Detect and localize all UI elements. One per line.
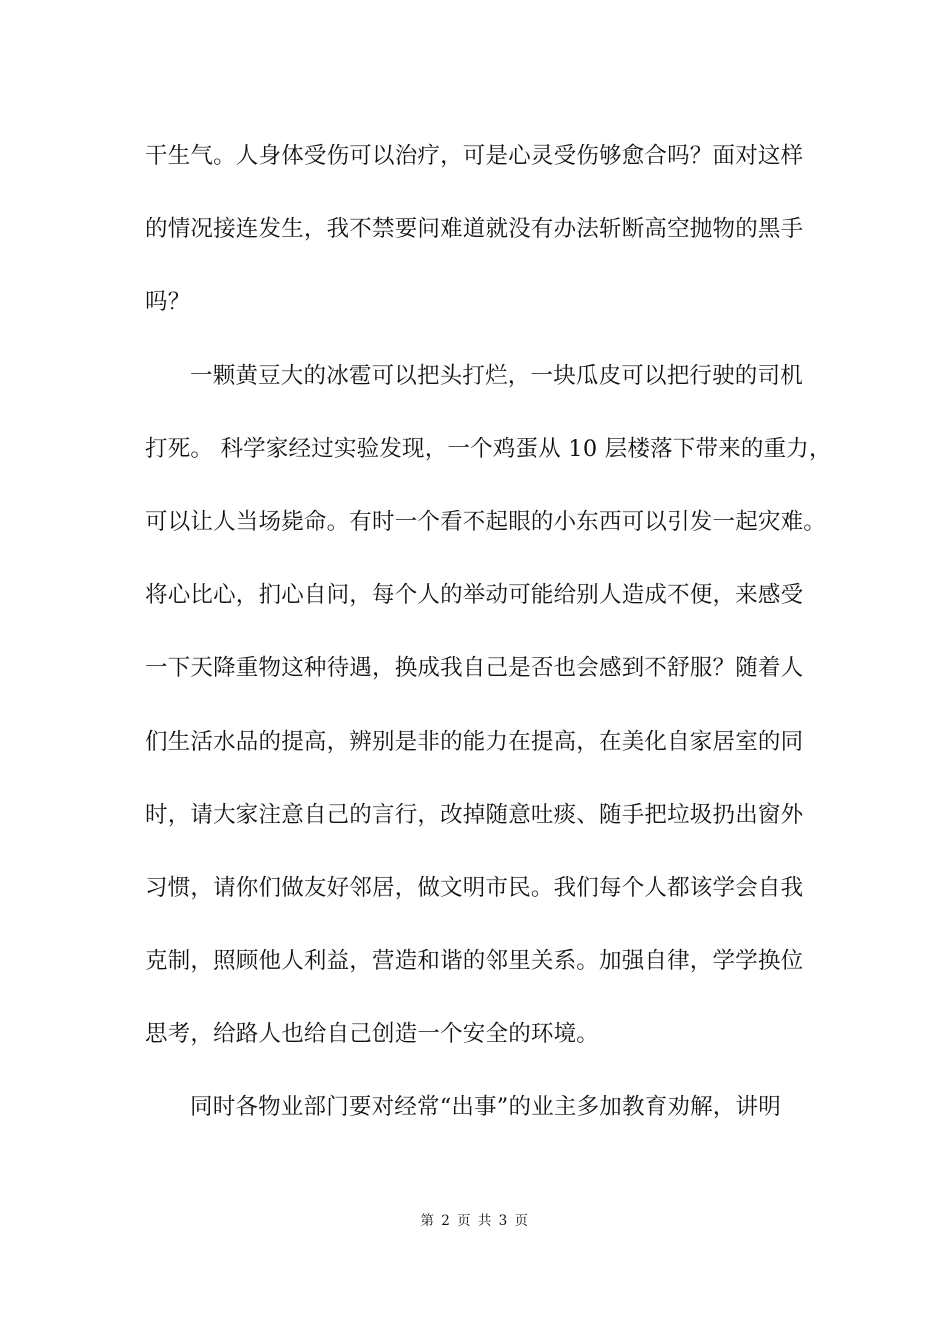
text-line: 时，请大家注意自己的言行，改掉随意吐痰、随手把垃圾扔出窗外 [145,801,804,828]
text-line: 思考，给路人也给自己创造一个安全的环境。 [145,1021,600,1048]
paragraph-start-line: 同时各物业部门要对经常“出事”的业主多加教育劝解，讲明 [190,1094,781,1121]
paragraph-start-line: 一颗黄豆大的冰雹可以把头打烂，一块瓜皮可以把行驶的司机 [190,362,803,389]
text-line: 将心比心，扪心自问，每个人的举动可能给别人造成不便，来感受 [145,582,804,609]
text-line: 的情况接连发生，我不禁要问难道就没有办法斩断高空抛物的黑手 [145,216,804,243]
page-number-footer: 第 2 页 共 3 页 [420,1213,530,1229]
text-line: 一下天降重物这种待遇，换成我自己是否也会感到不舒服？随着人 [145,655,804,682]
text-line: 吗？ [145,289,191,316]
text-line: 克制，照顾他人利益，营造和谐的邻里关系。加强自律，学学换位 [145,948,804,975]
text-line: 们生活水品的提高，辨别是非的能力在提高，在美化自家居室的同 [145,728,804,755]
text-line: 打死。 科学家经过实验发现，一个鸡蛋从 10 层楼落下带来的重力， [145,435,832,462]
body-text [145,130,832,1155]
text-line: 可以让人当场毙命。有时一个看不起眼的小东西可以引发一起灾难。 [145,508,827,535]
text-line: 干生气。人身体受伤可以治疗，可是心灵受伤够愈合吗？面对这样 [145,143,804,169]
text-line: 习惯，请你们做友好邻居，做文明市民。我们每个人都该学会自我 [145,874,804,901]
